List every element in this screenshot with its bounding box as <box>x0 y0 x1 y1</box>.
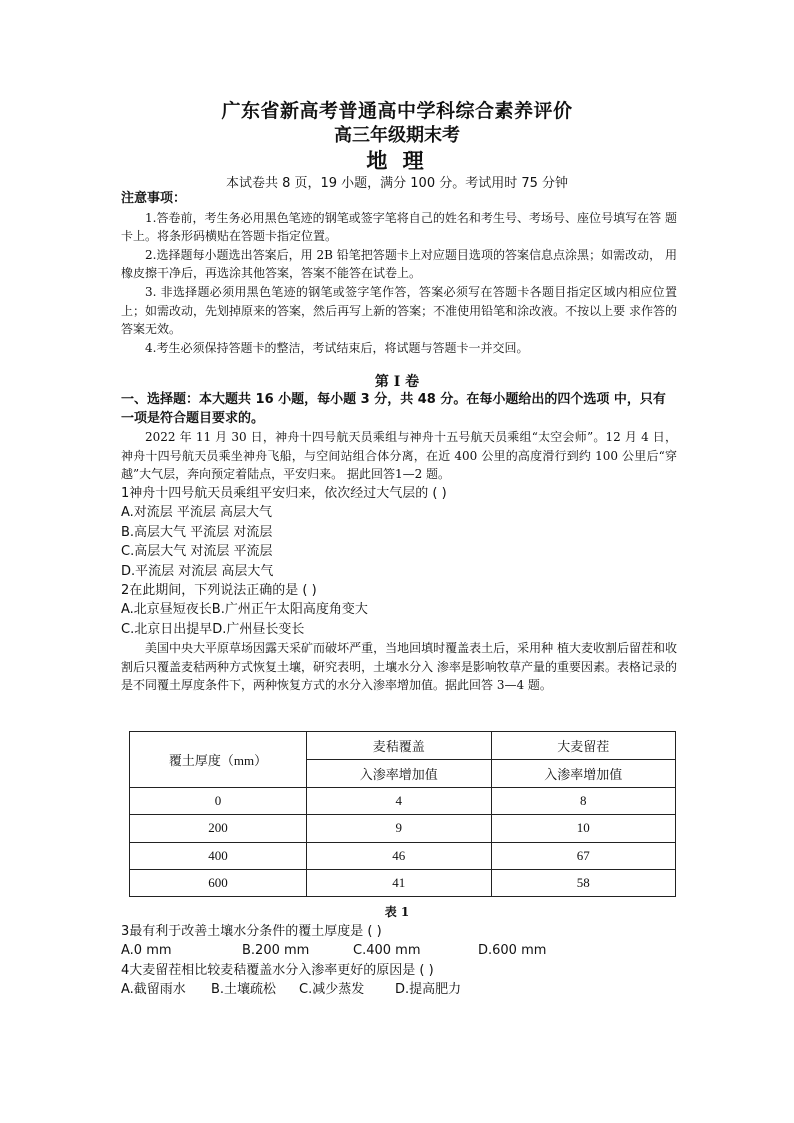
option: B.高层大气 平流层 对流层 <box>121 524 273 540</box>
option: A.0 mm <box>121 943 172 959</box>
table-row <box>130 815 676 842</box>
question-stem: 1神舟十四号航天员乘组平安归来，依次经过大气层的 ( ) <box>121 485 447 501</box>
infiltration-table <box>129 731 676 897</box>
table-cell: 58 <box>491 869 676 896</box>
table-cell: 0 <box>130 788 307 815</box>
option-line: C.北京日出提早D.广州昼长变长 <box>121 621 305 637</box>
table-cell: 10 <box>491 815 676 842</box>
option: A.对流层 平流层 高层大气 <box>121 505 273 521</box>
table-subheader: 入渗率增加值 <box>491 760 676 788</box>
notice-item: 4.考生必须保持答题卡的整洁，考试结束后，将试题与答题卡一并交回。 <box>145 340 529 355</box>
subject-title: 地 理 <box>366 148 428 173</box>
notice-item: 3. 非选择题必须用黑色笔迹的钢笔或签字笔作答，答案必须写在答题卡各题目指定区域内相应位置 上；如需改动，先划掉原来的答案，然后再写上新的答案；不准使用铅笔和涂改液。不按以上要 求作答的答案无效。 <box>121 284 677 337</box>
table-row <box>130 869 676 896</box>
passage-1: 2022 年 11 月 30 日，神舟十四号航天员乘组与神舟十五号航天员乘组“太空会师”。12 月 4 日，神舟十四号航天员乘坐神舟飞船，与空间站组合体分离，在近 400 公里的高度滑行到约 100 公里后“穿越”大气层，奔向预定着陆点，平安归来。 据此回答1—2 题。 <box>121 430 677 482</box>
table-header: 大麦留茬 <box>491 732 676 760</box>
question-stem: 2在此期间，下列说法正确的是 ( ) <box>121 583 317 598</box>
option: C.高层大气 对流层 平流层 <box>121 544 273 560</box>
notice-heading: 注意事项： <box>121 191 187 206</box>
exam-subtitle: 高三年级期末考 <box>334 125 460 146</box>
table-subheader: 入渗率增加值 <box>307 760 492 788</box>
question-1 <box>121 484 677 581</box>
notice-item: 2.选择题每小题选出答案后，用 2B 铅笔把答题卡上对应题目选项的答案信息点涂黑；如需改动， 用橡皮擦干净后，再选涂其他答案，答案不能答在试卷上。 <box>121 247 677 281</box>
question-4 <box>121 961 677 1000</box>
question-area-2 <box>121 922 677 1000</box>
option: D.600 mm <box>478 943 547 959</box>
table-cell: 9 <box>307 815 492 842</box>
table-cell: 400 <box>130 842 307 869</box>
notice-section <box>121 190 677 357</box>
section-title: 第 Ⅰ 卷 <box>374 374 420 390</box>
question-stem: 4大麦留茬相比较麦秸覆盖水分入渗率更好的原因是 ( ) <box>121 962 434 978</box>
table-cell: 600 <box>130 869 307 896</box>
part1-instructions: 一、选择题：本大题共 16 小题，每小题 3 分，共 48 分。在每小题给出的四个选项 中，只有一项是符合题目要求的。 <box>121 392 666 426</box>
question-3 <box>121 922 677 961</box>
option: D.平流层 对流层 高层大气 <box>121 563 274 579</box>
option: D.提高肥力 <box>395 982 462 998</box>
question-area <box>121 391 677 695</box>
option: B.200 mm <box>242 943 310 959</box>
table-header: 覆土厚度（mm） <box>130 732 307 788</box>
table-cell: 200 <box>130 815 307 842</box>
option: C.400 mm <box>353 943 421 959</box>
table-cell: 8 <box>491 788 676 815</box>
exam-title: 广东省新高考普通高中学科综合素养评价 <box>221 100 573 122</box>
exam-info: 本试卷共 8 页，19 小题，满分 100 分。考试用时 75 分钟 <box>225 176 569 191</box>
table-cell: 46 <box>307 842 492 869</box>
table-caption: 表 1 <box>384 905 410 919</box>
question-stem: 3最有利于改善土壤水分条件的覆土厚度是 ( ) <box>121 924 382 939</box>
passage-2: 美国中央大平原草场因露天采矿而破坏严重，当地回填时覆盖表土后，采用种 植大麦收割后留茬和收割后只覆盖麦秸两种方式恢复土壤，研究表明，土壤水分入 渗率是影响牧草产量的重要因素。表格记录的是不同覆土厚度条件下，两种恢复方式的水分入渗率增加值。据此回答 3—4 题。 <box>121 641 677 693</box>
notice-item: 1.答卷前，考生务必用黑色笔迹的钢笔或签字笔将自己的姓名和考生号、考场号、座位号填写在答 题卡上。将条形码横贴在答题卡指定位置。 <box>121 210 677 244</box>
question-2 <box>121 581 677 639</box>
option: B.土壤疏松 <box>211 982 277 998</box>
table-row <box>130 842 676 869</box>
table-header: 麦秸覆盖 <box>307 732 492 760</box>
option-line: A.北京昼短夜长B.广州正午太阳高度角变大 <box>121 602 368 618</box>
option: A.截留雨水 <box>121 982 186 998</box>
table-cell: 4 <box>307 788 492 815</box>
table-cell: 67 <box>491 842 676 869</box>
table-cell: 41 <box>307 869 492 896</box>
option: C.减少蒸发 <box>299 982 365 998</box>
table-row <box>130 788 676 815</box>
